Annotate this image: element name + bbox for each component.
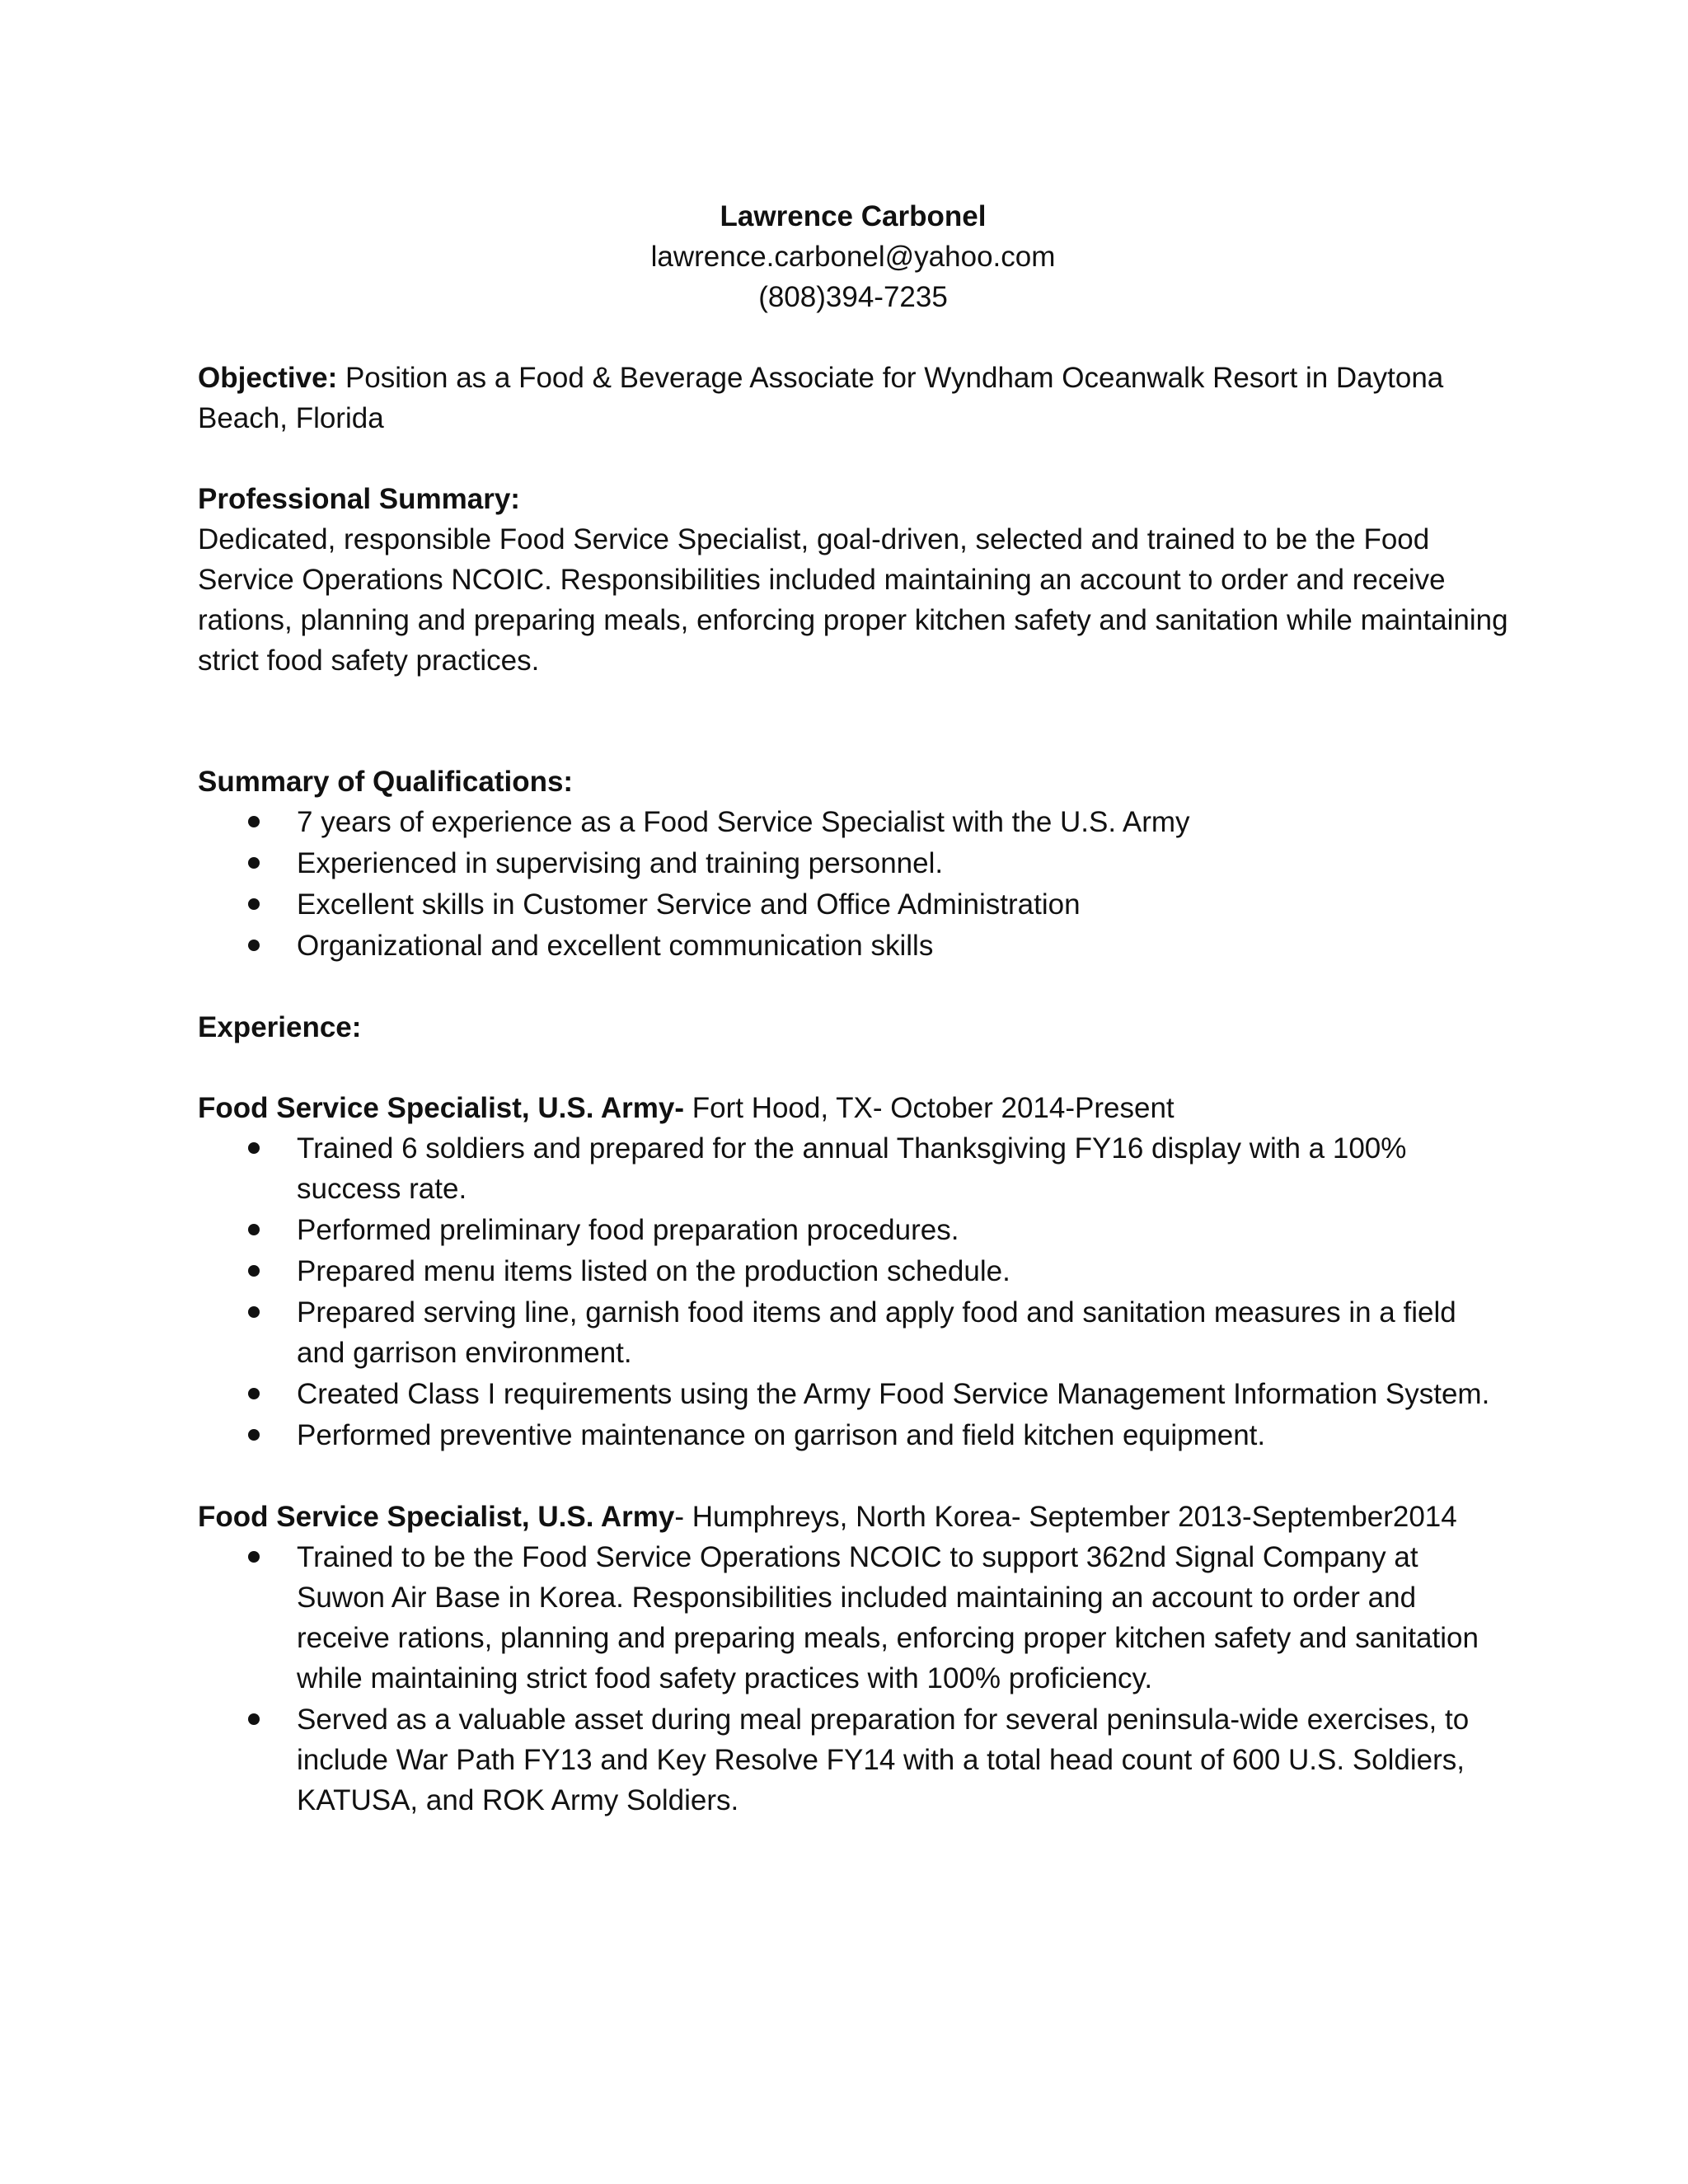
job-details: - Humphreys, North Korea- September 2013-September2014 [674,1501,1457,1533]
applicant-name: Lawrence Carbonel [720,200,987,232]
objective-text: Position as a Food & Beverage Associate for Wyndham Oceanwalk Resort in Daytona Beach, Florida [198,362,1444,434]
objective-section [198,358,1508,438]
list-item: Performed preliminary food preparation procedures. [198,1210,1508,1250]
applicant-email: lawrence.carbonel@yahoo.com [650,241,1056,273]
job-entry [198,1088,1508,1455]
list-item: Created Class I requirements using the Army Food Service Management Information System. [198,1374,1508,1414]
job-title-line [198,1088,1508,1128]
objective-label: Objective: [198,362,338,394]
applicant-phone: (808)394-7235 [758,281,948,313]
list-item: Prepared menu items listed on the production schedule. [198,1251,1508,1291]
job-title-line [198,1497,1508,1537]
list-item: Trained to be the Food Service Operations NCOIC to support 362nd Signal Company at Suwon Air Base in Korea. Responsibilities included maintaining an account to order and receive rations, planning and preparing meals, enforcing proper kitchen safety and sanitation while maintaining strict food safety practices with 100% proficiency. [198,1537,1508,1699]
job-entry [198,1497,1508,1821]
job-details: Fort Hood, TX- October 2014-Present [684,1092,1175,1124]
spacer [198,1047,1508,1088]
professional-summary-section [198,479,1508,681]
qualifications-section [198,762,1508,966]
list-item: Organizational and excellent communication skills [198,926,1508,966]
qualifications-list [198,802,1508,966]
qualifications-heading: Summary of Qualifications: [198,766,574,798]
list-item: 7 years of experience as a Food Service Specialist with the U.S. Army [198,802,1508,842]
experience-heading: Experience: [198,1011,362,1043]
resume-header [198,196,1508,317]
list-item: Performed preventive maintenance on garrison and field kitchen equipment. [198,1415,1508,1455]
list-item: Served as a valuable asset during meal preparation for several peninsula-wide exercises, to include War Path FY13 and Key Resolve FY14 with a total head count of 600 U.S. Soldiers, KATUSA, and ROK Army Soldiers. [198,1699,1508,1821]
spacer [198,967,1508,1007]
professional-summary-text: Dedicated, responsible Food Service Specialist, goal-driven, selected and trained to be the Food Service Operations NCOIC. Responsibilities included maintaining an account to order and receive rations, planning and preparing meals, enforcing proper kitchen safety and sanitation while maintaining strict food safety practices. [198,523,1508,677]
list-item: Excellent skills in Customer Service and Office Administration [198,884,1508,925]
list-item: Experienced in supervising and training personnel. [198,843,1508,883]
experience-section [198,1007,1508,1821]
spacer [198,438,1508,479]
list-item: Trained 6 soldiers and prepared for the annual Thanksgiving FY16 display with a 100% success rate. [198,1128,1508,1209]
job-title: Food Service Specialist, U.S. Army [198,1501,675,1533]
job-bullets [198,1537,1508,1821]
job-bullets [198,1128,1508,1455]
spacer [198,1456,1508,1497]
resume-content [198,196,1508,1821]
spacer [198,681,1508,762]
job-title: Food Service Specialist, U.S. Army- [198,1092,685,1124]
list-item: Prepared serving line, garnish food items and apply food and sanitation measures in a field and garrison environment. [198,1292,1508,1373]
spacer [198,317,1508,358]
professional-summary-heading: Professional Summary: [198,483,520,515]
